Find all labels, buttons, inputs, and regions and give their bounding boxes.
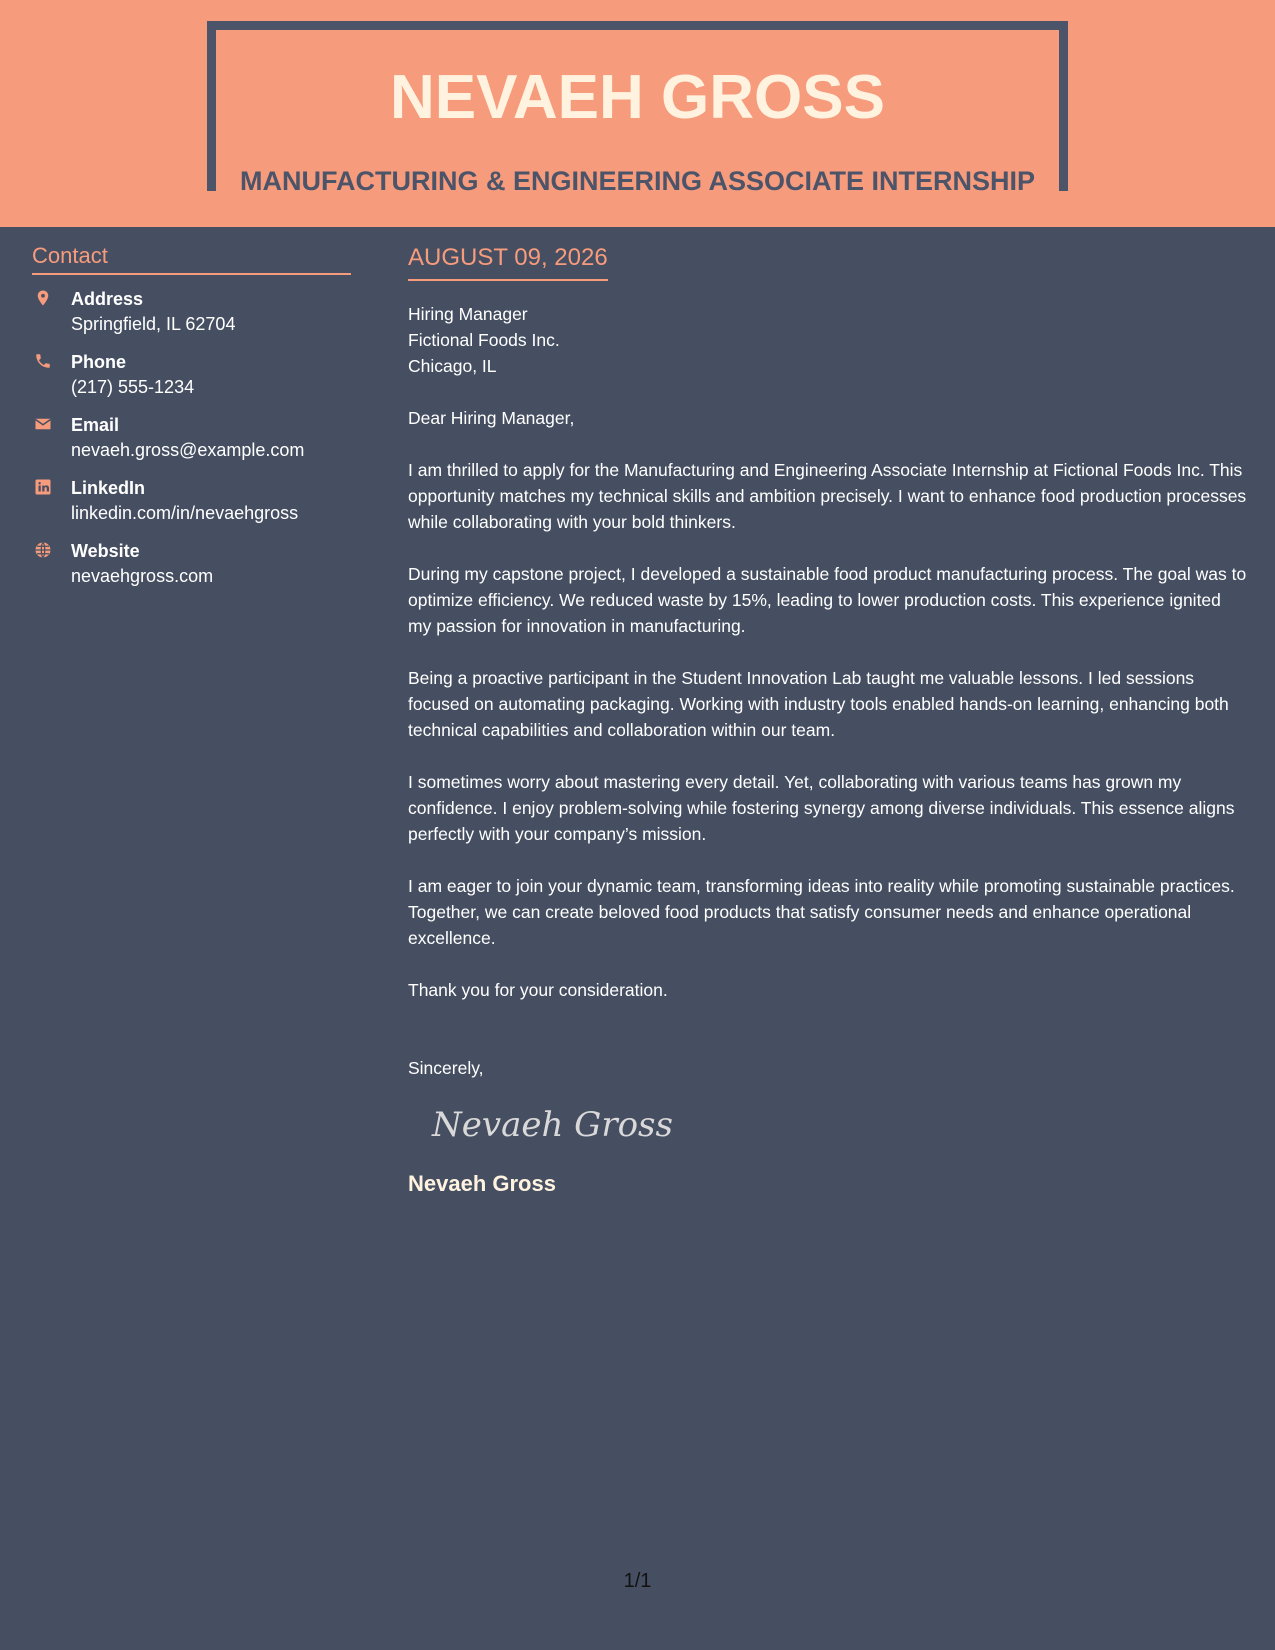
contact-value[interactable]: nevaehgross.com [71, 566, 214, 586]
letter-paragraph: I sometimes worry about mastering every detail. Yet, collaborating with various teams has grown my confidence. I enjoy problem-solving while fostering synergy among diverse individuals. This essence aligns perfectly with your company’s mission. [408, 772, 1235, 844]
contact-label: LinkedIn [71, 478, 146, 498]
phone-icon [34, 352, 52, 370]
contact-label: Address [71, 289, 144, 309]
contact-label: Website [71, 541, 140, 561]
recipient-line: Chicago, IL [408, 356, 497, 376]
handwritten-signature: Nevaeh Gross [432, 1105, 673, 1145]
contact-website [32, 539, 351, 590]
contact-value: (217) 555-1234 [71, 377, 195, 397]
letter-body [408, 243, 1248, 1197]
signer-name: Nevaeh Gross [408, 1171, 556, 1196]
linkedin-icon [34, 478, 52, 496]
contact-label: Phone [71, 352, 127, 372]
location-pin-icon [34, 289, 52, 307]
letter-paragraph: I am thrilled to apply for the Manufacturing and Engineering Associate Internship at Fictional Foods Inc. This opportunity matches my technical skills and ambition precisely. I want to enhance food production processes while collaborating with your bold thinkers. [408, 460, 1247, 532]
recipient-line: Hiring Manager [408, 304, 528, 324]
letter-paragraph: I am eager to join your dynamic team, transforming ideas into reality while promoting sustainable practices. Together, we can create beloved food products that satisfy consumer needs and enhance operational excellence. [408, 876, 1235, 948]
email-icon [34, 415, 52, 433]
job-title: MANUFACTURING & ENGINEERING ASSOCIATE INTERNSHIP [239, 166, 1036, 196]
contact-value[interactable]: nevaeh.gross@example.com [71, 440, 305, 460]
contact-value[interactable]: linkedin.com/in/nevaehgross [71, 503, 299, 523]
closing-line: Thank you for your consideration. [408, 980, 668, 1000]
recipient-block [408, 301, 1248, 379]
contact-sidebar [32, 243, 351, 590]
recipient-line: Fictional Foods Inc. [408, 330, 560, 350]
contact-address [32, 287, 351, 338]
contact-linkedin [32, 476, 351, 527]
contact-label: Email [71, 415, 120, 435]
letter-date: AUGUST 09, 2026 [408, 243, 608, 281]
signoff: Sincerely, [408, 1058, 484, 1078]
page-number: 1/1 [623, 1570, 652, 1592]
letter-paragraph: Being a proactive participant in the Student Innovation Lab taught me valuable lessons. I led sessions focused on automating packaging. Working with industry tools enabled hands-on learning, enhancing both technical capabilities and collaboration within our team. [408, 668, 1229, 740]
contact-heading: Contact [32, 243, 351, 275]
globe-icon [34, 541, 52, 559]
salutation: Dear Hiring Manager, [408, 408, 575, 428]
contact-email [32, 413, 351, 464]
letter-paragraph: During my capstone project, I developed a sustainable food product manufacturing process. The goal was to optimize efficiency. We reduced waste by 15%, leading to lower production costs. This experience ignited my passion for innovation in manufacturing. [408, 564, 1247, 636]
applicant-name: NEVAEH GROSS [390, 63, 885, 132]
contact-phone [32, 350, 351, 401]
contact-value: Springfield, IL 62704 [71, 314, 236, 334]
